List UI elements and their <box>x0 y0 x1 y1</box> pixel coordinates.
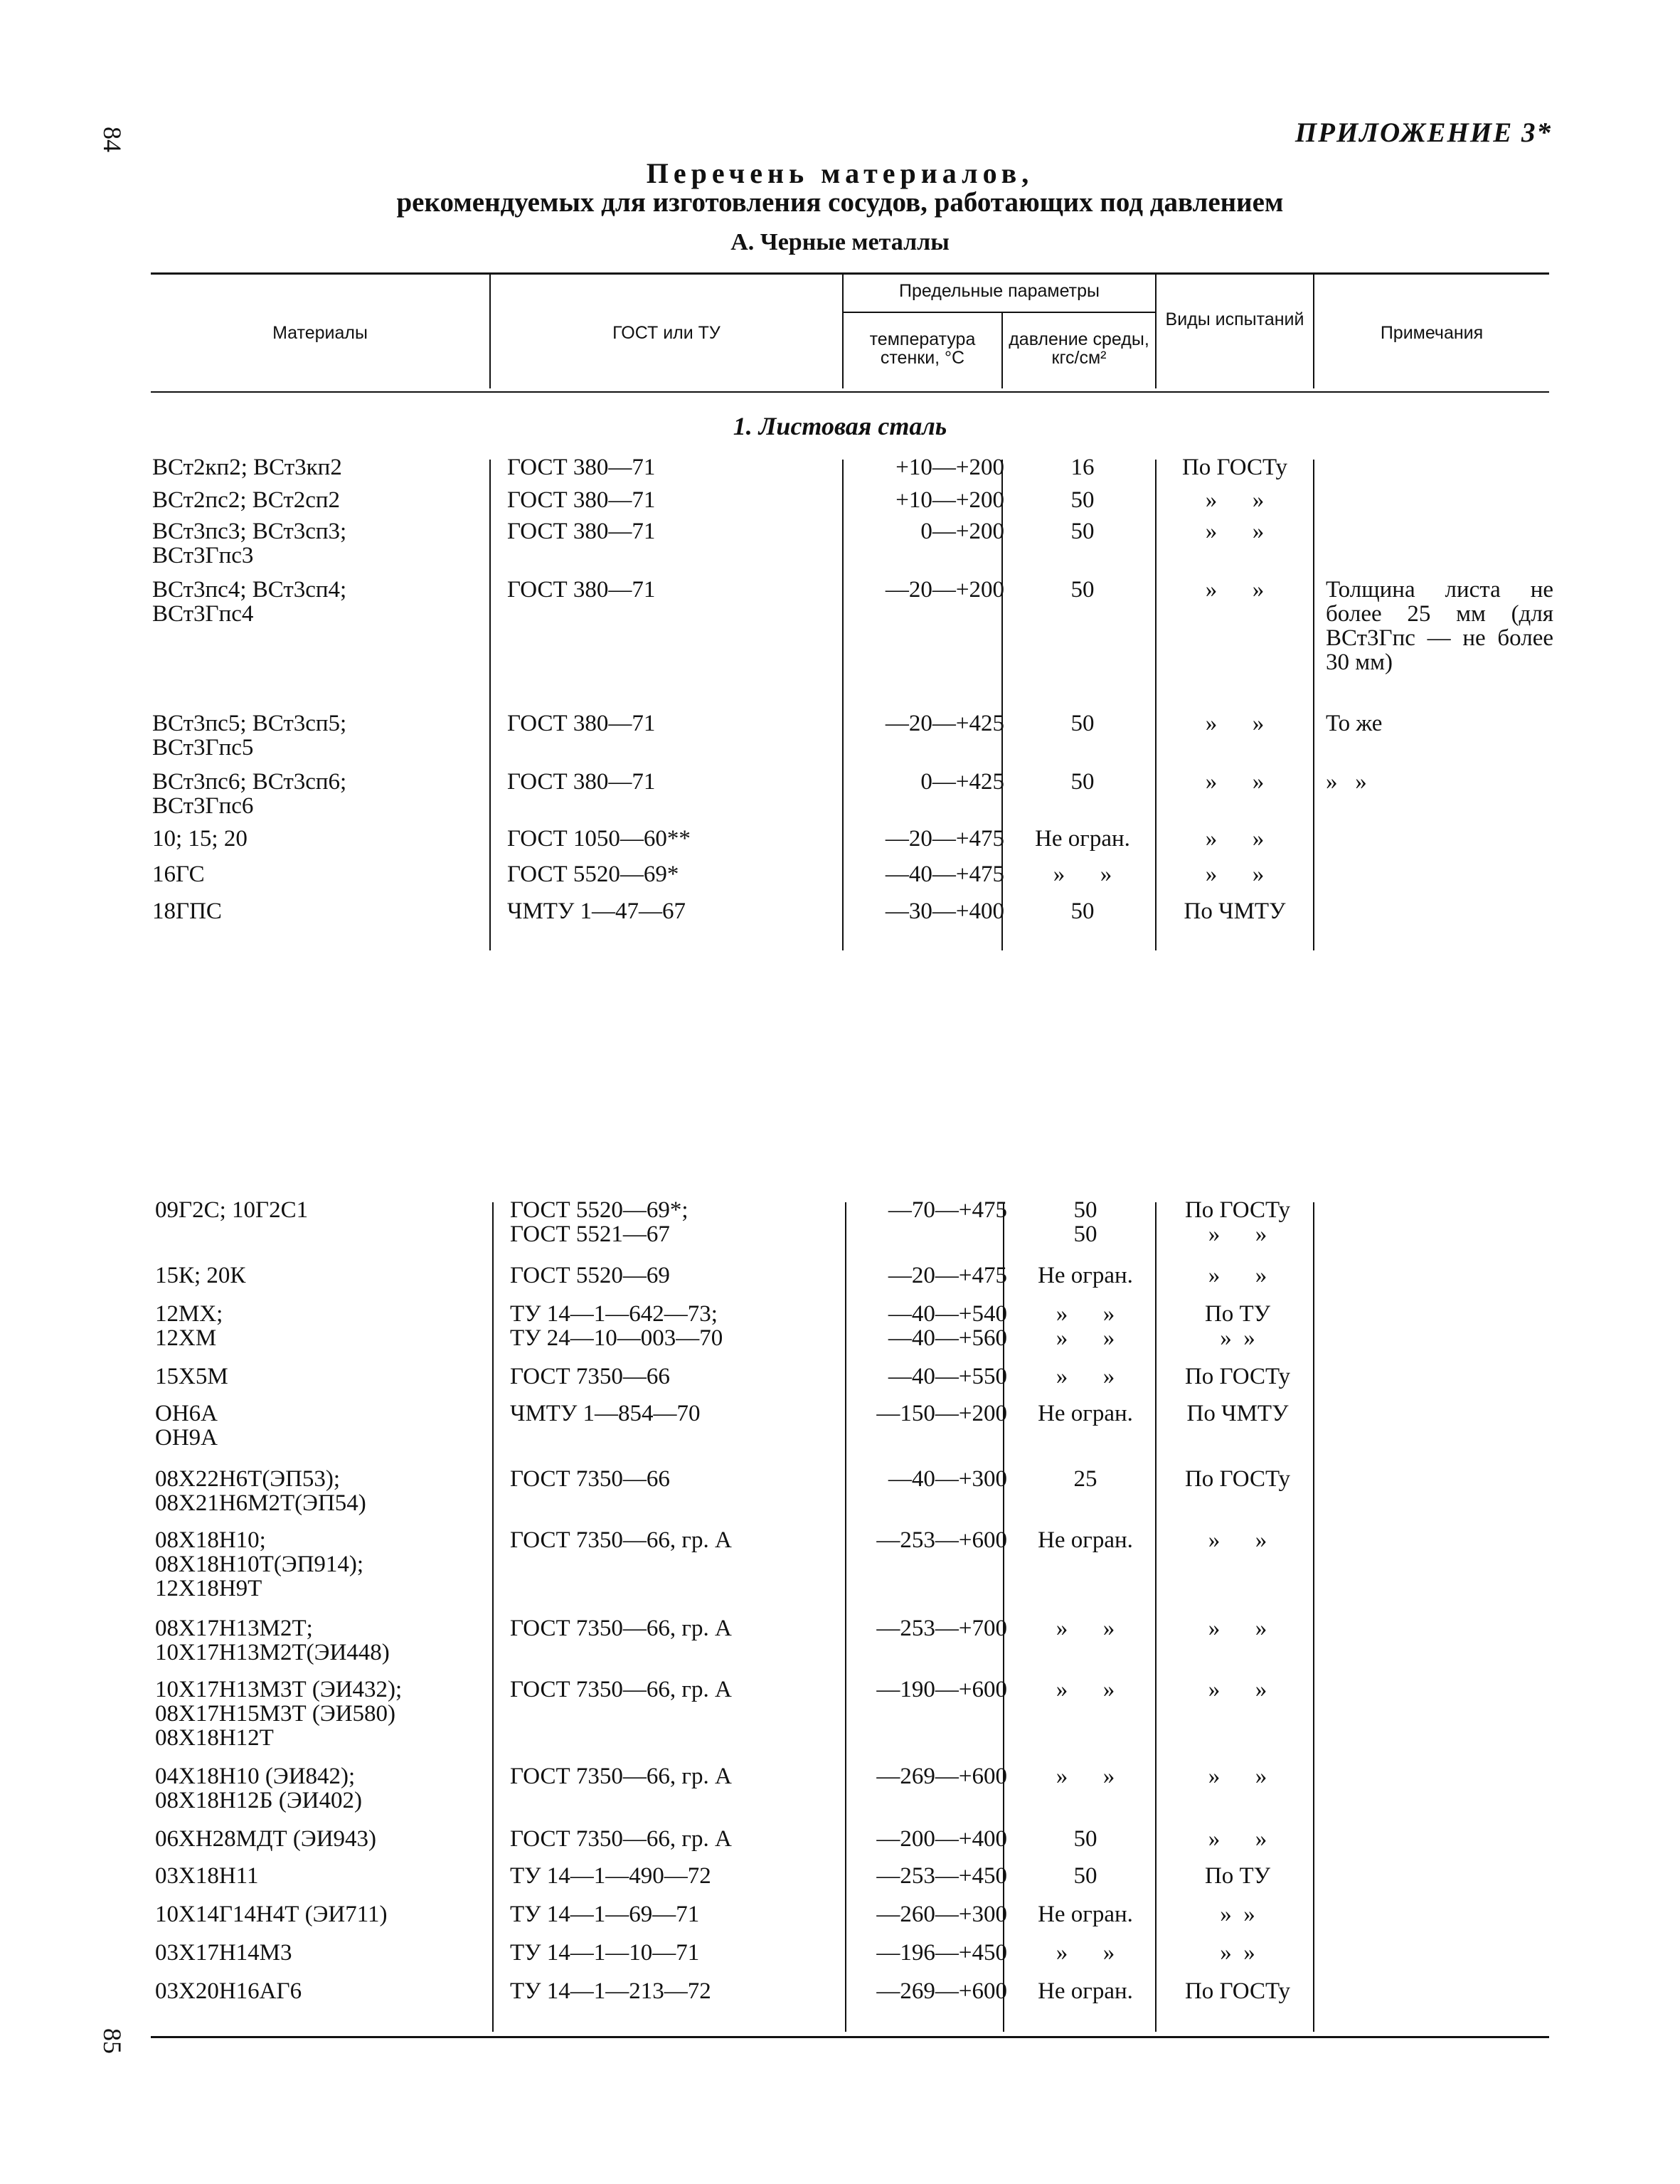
pressure-cell-line: 50 <box>1073 1197 1097 1223</box>
temperature-cell <box>844 711 1004 736</box>
limits-sub-rule <box>844 312 1157 313</box>
temperature-cell <box>844 862 1004 886</box>
tests-cell-line: » » <box>1220 1940 1255 1966</box>
tests-cell <box>1164 578 1306 602</box>
material-cell-line: ВСт3Гпс6 <box>152 793 254 819</box>
column-divider <box>1313 460 1314 950</box>
tests-cell-line: » » <box>1205 769 1265 795</box>
pressure-cell-line: » » <box>1056 1364 1115 1389</box>
pressure-cell-line: » » <box>1056 1677 1115 1702</box>
gost-cell-line: ГОСТ 5520—69* <box>507 862 679 887</box>
material-cell-line: 08Х18Н12Б (ЭИ402) <box>155 1788 362 1813</box>
temperature-cell-line: —260—+300 <box>876 1902 1007 1927</box>
temperature-cell <box>846 1764 1007 1788</box>
material-cell-line: ВСт2пс2; ВСт2сп2 <box>152 487 341 513</box>
material-cell-line: 08Х21Н6М2Т(ЭП54) <box>155 1490 366 1516</box>
tests-cell <box>1166 1198 1309 1246</box>
note-cell: То же <box>1326 711 1383 736</box>
tests-cell-line: » » <box>1208 1221 1267 1247</box>
temperature-cell-line: —40—+475 <box>885 862 1004 887</box>
tests-cell-line: По ГОСТу <box>1184 1197 1291 1223</box>
pressure-cell-line: 50 <box>1070 519 1095 544</box>
temperature-cell-line: +10—+200 <box>895 455 1004 480</box>
column-divider <box>489 460 491 950</box>
temperature-cell-line: —40—+540 <box>888 1301 1007 1327</box>
page-number-top: 84 <box>98 127 127 152</box>
gost-cell <box>510 1401 701 1426</box>
pressure-cell-line: 50 <box>1073 1863 1097 1889</box>
gost-cell-line: ТУ 14—1—642—73; <box>510 1301 718 1327</box>
gost-cell-line: ГОСТ 380—71 <box>507 577 656 603</box>
pressure-cell <box>1014 1528 1157 1552</box>
material-cell <box>152 455 342 479</box>
temperature-cell <box>844 770 1004 794</box>
tests-cell <box>1166 1764 1309 1788</box>
temperature-cell <box>844 578 1004 602</box>
material-cell-line: 08Х18Н10; <box>155 1527 266 1553</box>
subsection-title: 1. Листовая сталь <box>733 412 947 440</box>
tests-cell-line: » » <box>1220 1902 1255 1927</box>
temperature-cell-line: +10—+200 <box>895 487 1004 513</box>
tests-cell-line: » » <box>1208 1616 1267 1641</box>
material-cell <box>155 1827 376 1851</box>
tests-cell-line: » » <box>1205 711 1265 736</box>
pressure-cell-line: Не огран. <box>1038 1527 1133 1553</box>
header-divider <box>1155 275 1157 388</box>
gost-cell-line: ГОСТ 7350—66, гр. А <box>510 1677 732 1702</box>
material-cell-line: 10; 15; 20 <box>152 826 248 852</box>
gost-cell <box>507 862 679 886</box>
pressure-cell-line: 50 <box>1070 487 1095 513</box>
temperature-cell-line: —20—+200 <box>885 577 1004 603</box>
tests-cell-line: » » <box>1208 1263 1267 1288</box>
gost-cell-line: ЧМТУ 1—854—70 <box>510 1401 701 1426</box>
pressure-cell-line: Не огран. <box>1038 1902 1133 1927</box>
tests-cell <box>1166 1677 1309 1702</box>
pressure-cell <box>1011 578 1154 602</box>
gost-cell-line: ГОСТ 7350—66 <box>510 1466 670 1492</box>
pressure-cell <box>1014 1941 1157 1965</box>
tests-cell <box>1166 1979 1309 2003</box>
temperature-cell-line: —70—+475 <box>888 1197 1007 1223</box>
tests-cell-line: По ГОСТу <box>1184 1466 1291 1492</box>
material-cell-line: ОН6А <box>155 1401 218 1426</box>
tests-cell-line: По ЧМТУ <box>1184 898 1286 924</box>
tests-cell-line: » » <box>1205 487 1265 513</box>
tests-cell <box>1164 899 1306 923</box>
temperature-cell <box>844 827 1004 851</box>
note-cell: Толщина листа не более 25 мм (для ВСт3Гпс — не более 30 мм) <box>1326 577 1553 675</box>
material-cell <box>155 1864 258 1888</box>
tests-cell <box>1164 862 1306 886</box>
tests-cell <box>1164 711 1306 736</box>
tests-cell-line: » » <box>1205 862 1265 887</box>
material-cell-line: ВСт3пс3; ВСт3сп3; <box>152 519 347 544</box>
pressure-cell-line: » » <box>1053 862 1112 887</box>
tests-cell <box>1166 1364 1309 1389</box>
pressure-cell-line: » » <box>1056 1940 1115 1966</box>
gost-cell-line: ГОСТ 380—71 <box>507 455 656 480</box>
pressure-cell <box>1011 899 1154 923</box>
material-cell-line: 16ГС <box>152 862 205 887</box>
tests-cell <box>1166 1902 1309 1926</box>
gost-cell-line: ГОСТ 380—71 <box>507 769 656 795</box>
gost-cell-line: ЧМТУ 1—47—67 <box>507 898 686 924</box>
tests-cell <box>1164 770 1306 794</box>
gost-cell-line: ГОСТ 5520—69 <box>510 1263 670 1288</box>
temperature-cell-line: —190—+600 <box>876 1677 1007 1702</box>
temperature-cell <box>846 1467 1007 1491</box>
material-cell-line: ВСт3пс4; ВСт3сп4; <box>152 577 347 603</box>
pressure-cell-line: » » <box>1056 1325 1115 1351</box>
material-cell <box>155 1941 292 1965</box>
pressure-cell-line: 50 <box>1070 577 1095 603</box>
gost-cell-line: ГОСТ 1050—60** <box>507 826 691 852</box>
material-cell <box>155 1677 402 1750</box>
tests-cell-line: По ГОСТу <box>1184 1978 1291 2004</box>
tests-cell <box>1166 1528 1309 1552</box>
table-bottom-rule <box>151 2036 1549 2038</box>
tests-cell <box>1166 1467 1309 1491</box>
temperature-cell <box>844 899 1004 923</box>
pressure-cell-line: Не огран. <box>1035 826 1130 852</box>
section-title: А. Черные металлы <box>730 229 950 255</box>
tests-cell-line: По ТУ <box>1204 1301 1271 1327</box>
tests-cell-line: » » <box>1205 519 1265 544</box>
pressure-cell-line: » » <box>1056 1616 1115 1641</box>
material-cell-line: 10Х17Н13М3Т (ЭИ432); <box>155 1677 403 1702</box>
material-cell-line: 03Х20Н16АГ6 <box>155 1978 302 2004</box>
temperature-cell-line: —40—+550 <box>888 1364 1007 1389</box>
temperature-cell <box>846 1401 1007 1426</box>
gost-cell-line: ГОСТ 380—71 <box>507 519 656 544</box>
gost-cell-line: ТУ 14—1—213—72 <box>510 1978 711 2004</box>
temperature-cell <box>846 1902 1007 1926</box>
tests-cell-line: По ТУ <box>1204 1863 1271 1889</box>
pressure-cell <box>1014 1677 1157 1702</box>
temperature-cell-line: 0—+425 <box>920 769 1004 795</box>
material-cell <box>155 1263 245 1288</box>
gost-cell-line: ГОСТ 7350—66, гр. А <box>510 1764 732 1789</box>
temperature-cell-line: —200—+400 <box>876 1826 1007 1852</box>
tests-cell-line: По ГОСТу <box>1181 455 1288 480</box>
pressure-cell-line: 50 <box>1073 1221 1097 1247</box>
tests-cell <box>1166 1616 1309 1640</box>
temperature-cell <box>846 1979 1007 2003</box>
gost-cell-line: ГОСТ 5520—69*; <box>510 1197 689 1223</box>
temperature-cell-line: —253—+600 <box>876 1527 1007 1553</box>
tests-cell-line: » » <box>1208 1527 1267 1553</box>
pressure-cell <box>1014 1401 1157 1426</box>
material-cell <box>152 519 346 568</box>
material-cell-line: ВСт3Гпс5 <box>152 735 254 760</box>
temperature-cell-line: —269—+600 <box>876 1764 1007 1789</box>
material-cell-line: 08Х22Н6Т(ЭП53); <box>155 1466 341 1492</box>
pressure-cell <box>1011 519 1154 544</box>
gost-cell <box>510 1827 732 1851</box>
material-cell <box>152 770 346 818</box>
material-cell-line: ВСт3пс6; ВСт3сп6; <box>152 769 347 795</box>
tests-cell <box>1166 1302 1309 1350</box>
pressure-cell <box>1014 1864 1157 1888</box>
material-cell-line: 03Х17Н14М3 <box>155 1940 292 1966</box>
material-cell <box>155 1902 388 1926</box>
tests-cell-line: По ГОСТу <box>1184 1364 1291 1389</box>
temperature-cell-line: 0—+200 <box>920 519 1004 544</box>
temperature-cell <box>844 488 1004 512</box>
temperature-cell <box>846 1263 1007 1288</box>
material-cell-line: 04Х18Н10 (ЭИ842); <box>155 1764 356 1789</box>
material-cell-line: 08Х18Н12Т <box>155 1725 274 1751</box>
material-cell-line: 10Х14Г14Н4Т (ЭИ711) <box>155 1902 388 1927</box>
pressure-cell <box>1014 1198 1157 1246</box>
temperature-cell-line: —20—+425 <box>885 711 1004 736</box>
pressure-cell <box>1011 827 1154 851</box>
gost-cell <box>510 1864 711 1888</box>
gost-cell-line: ГОСТ 7350—66, гр. А <box>510 1826 732 1852</box>
tests-cell <box>1166 1941 1309 1965</box>
column-divider <box>1155 460 1157 950</box>
pressure-cell <box>1011 488 1154 512</box>
gost-cell <box>510 1467 670 1491</box>
temperature-cell <box>844 455 1004 479</box>
temperature-cell-line: —20—+475 <box>888 1263 1007 1288</box>
temperature-cell-line: —196—+450 <box>876 1940 1007 1966</box>
pressure-cell <box>1014 1263 1157 1288</box>
material-cell-line: 15Х5М <box>155 1364 228 1389</box>
tests-cell-line: » » <box>1208 1677 1267 1702</box>
temperature-cell <box>846 1864 1007 1888</box>
gost-cell-line: ТУ 14—1—490—72 <box>510 1863 711 1889</box>
header-notes: Примечания <box>1380 323 1484 343</box>
pressure-cell <box>1014 1979 1157 2003</box>
material-cell-line: ВСт2кп2; ВСт3кп2 <box>152 455 342 480</box>
page-number-bottom: 85 <box>98 2028 127 2054</box>
material-cell <box>152 578 346 626</box>
pressure-cell-line: 50 <box>1070 711 1095 736</box>
gost-cell <box>510 1302 723 1350</box>
header-limits: Предельные параметры <box>899 281 1100 301</box>
pressure-cell-line: 50 <box>1070 898 1095 924</box>
gost-cell <box>510 1677 732 1702</box>
table-top-rule <box>151 272 1549 275</box>
material-cell <box>155 1467 366 1515</box>
temperature-cell-line: —253—+450 <box>876 1863 1007 1889</box>
temperature-cell-line: —40—+560 <box>888 1325 1007 1351</box>
pressure-cell <box>1011 455 1154 479</box>
tests-cell-line: » » <box>1205 826 1265 852</box>
gost-cell <box>507 488 655 512</box>
pressure-cell <box>1014 1302 1157 1350</box>
temperature-cell <box>846 1616 1007 1640</box>
gost-cell <box>507 770 655 794</box>
gost-cell <box>510 1902 699 1926</box>
pressure-cell-line: Не огран. <box>1038 1263 1133 1288</box>
material-cell-line: 03Х18Н11 <box>155 1863 259 1889</box>
temperature-cell <box>846 1827 1007 1851</box>
material-cell-line: ВСт3Гпс3 <box>152 543 254 568</box>
tests-cell <box>1164 519 1306 544</box>
material-cell <box>155 1764 362 1813</box>
pressure-cell <box>1014 1364 1157 1389</box>
temperature-cell-line: —150—+200 <box>876 1401 1007 1426</box>
pressure-cell-line: » » <box>1056 1764 1115 1789</box>
tests-cell <box>1164 827 1306 851</box>
material-cell-line: 15К; 20К <box>155 1263 246 1288</box>
temperature-cell <box>844 519 1004 544</box>
tests-cell <box>1166 1864 1309 1888</box>
temperature-cell-line: —253—+700 <box>876 1616 1007 1641</box>
pressure-cell <box>1014 1467 1157 1491</box>
gost-cell-line: ГОСТ 5521—67 <box>510 1221 670 1247</box>
temperature-cell-line: —40—+300 <box>888 1466 1007 1492</box>
gost-cell <box>507 827 691 851</box>
temperature-cell <box>846 1198 1007 1222</box>
material-cell <box>152 862 205 886</box>
material-cell-line: 08Х18Н10Т(ЭП914); <box>155 1552 364 1577</box>
tests-cell <box>1164 455 1306 479</box>
tests-cell <box>1166 1401 1309 1426</box>
header-tests: Виды испытаний <box>1165 309 1304 329</box>
temperature-cell <box>846 1302 1007 1350</box>
material-cell-line: 12МХ; <box>155 1301 223 1327</box>
gost-cell <box>510 1528 732 1552</box>
material-cell-line: 10Х17Н13М2Т(ЭИ448) <box>155 1640 390 1665</box>
gost-cell <box>510 1979 711 2003</box>
gost-cell <box>510 1941 699 1965</box>
material-cell <box>152 827 248 851</box>
pressure-cell-line: Не огран. <box>1038 1978 1133 2004</box>
gost-cell <box>510 1263 670 1288</box>
header-temperature: температура стенки, °С <box>869 329 976 368</box>
material-cell <box>155 1528 363 1601</box>
temperature-cell <box>846 1677 1007 1702</box>
gost-cell <box>507 899 686 923</box>
pressure-cell <box>1014 1827 1157 1851</box>
gost-cell <box>510 1364 670 1389</box>
material-cell <box>155 1979 302 2003</box>
material-cell-line: 12Х18Н9Т <box>155 1576 262 1601</box>
header-divider <box>1001 313 1003 388</box>
header-gost: ГОСТ или ТУ <box>612 323 721 343</box>
tests-cell-line: » » <box>1205 577 1265 603</box>
gost-cell-line: ТУ 14—1—69—71 <box>510 1902 700 1927</box>
gost-cell <box>507 519 655 544</box>
material-cell <box>155 1401 218 1450</box>
pressure-cell-line: Не огран. <box>1038 1401 1133 1426</box>
pressure-cell-line: 25 <box>1073 1466 1097 1492</box>
tests-cell <box>1166 1827 1309 1851</box>
tests-cell-line: » » <box>1208 1764 1267 1789</box>
pressure-cell <box>1014 1764 1157 1788</box>
material-cell-line: ВСт3Гпс4 <box>152 601 254 627</box>
pressure-cell <box>1014 1616 1157 1640</box>
material-cell-line: 08Х17Н15М3Т (ЭИ580) <box>155 1701 396 1727</box>
tests-cell-line: По ЧМТУ <box>1186 1401 1289 1426</box>
temperature-cell-line: —20—+475 <box>885 826 1004 852</box>
header-materials: Материалы <box>272 323 368 343</box>
gost-cell-line: ТУ 24—10—003—70 <box>510 1325 723 1351</box>
material-cell <box>155 1198 308 1222</box>
material-cell-line: 06ХН28МДТ (ЭИ943) <box>155 1826 377 1852</box>
document-title: Перечень материалов, <box>646 157 1034 189</box>
material-cell <box>155 1616 390 1665</box>
gost-cell-line: ГОСТ 7350—66 <box>510 1364 670 1389</box>
pressure-cell <box>1011 711 1154 736</box>
gost-cell <box>510 1198 689 1246</box>
gost-cell-line: ТУ 14—1—10—71 <box>510 1940 700 1966</box>
temperature-cell-line: —30—+400 <box>885 898 1004 924</box>
gost-cell <box>507 711 655 736</box>
material-cell <box>152 899 222 923</box>
pressure-cell <box>1014 1902 1157 1926</box>
material-cell <box>155 1302 223 1350</box>
gost-cell-line: ГОСТ 7350—66, гр. А <box>510 1527 732 1553</box>
gost-cell-line: ГОСТ 380—71 <box>507 487 656 513</box>
appendix-label: ПРИЛОЖЕНИЕ 3* <box>1294 117 1552 148</box>
gost-cell <box>507 578 655 602</box>
material-cell <box>152 488 340 512</box>
gost-cell <box>510 1764 732 1788</box>
gost-cell-line: ГОСТ 7350—66, гр. А <box>510 1616 732 1641</box>
tests-cell-line: » » <box>1208 1826 1267 1852</box>
header-pressure: давление среды, кгс/см² <box>1009 329 1149 368</box>
document-subtitle: рекомендуемых для изготовления сосудов, работающих под давлением <box>396 187 1284 218</box>
pressure-cell <box>1011 770 1154 794</box>
material-cell-line: ВСт3пс5; ВСт3сп5; <box>152 711 347 736</box>
pressure-cell <box>1011 862 1154 886</box>
material-cell <box>155 1364 228 1389</box>
header-bottom-rule <box>151 391 1549 393</box>
temperature-cell <box>846 1364 1007 1389</box>
material-cell-line: 09Г2С; 10Г2С1 <box>155 1197 309 1223</box>
note-cell: » » <box>1326 769 1367 795</box>
temperature-cell <box>846 1528 1007 1552</box>
column-divider <box>492 1202 494 2032</box>
material-cell-line: 12ХМ <box>155 1325 217 1351</box>
temperature-cell <box>846 1941 1007 1965</box>
tests-cell <box>1164 488 1306 512</box>
pressure-cell-line: 50 <box>1070 769 1095 795</box>
temperature-cell-line: —269—+600 <box>876 1978 1007 2004</box>
column-divider <box>1313 1202 1314 2032</box>
pressure-cell-line: 16 <box>1070 455 1095 480</box>
tests-cell <box>1166 1263 1309 1288</box>
material-cell-line: ОН9А <box>155 1425 218 1451</box>
tests-cell-line: » » <box>1220 1325 1255 1351</box>
gost-cell <box>510 1616 732 1640</box>
gost-cell-line: ГОСТ 380—71 <box>507 711 656 736</box>
material-cell-line: 18ГПС <box>152 898 222 924</box>
material-cell-line: 08Х17Н13М2Т; <box>155 1616 313 1641</box>
pressure-cell-line: » » <box>1056 1301 1115 1327</box>
pressure-cell-line: 50 <box>1073 1826 1097 1852</box>
material-cell <box>152 711 346 760</box>
gost-cell <box>507 455 655 479</box>
